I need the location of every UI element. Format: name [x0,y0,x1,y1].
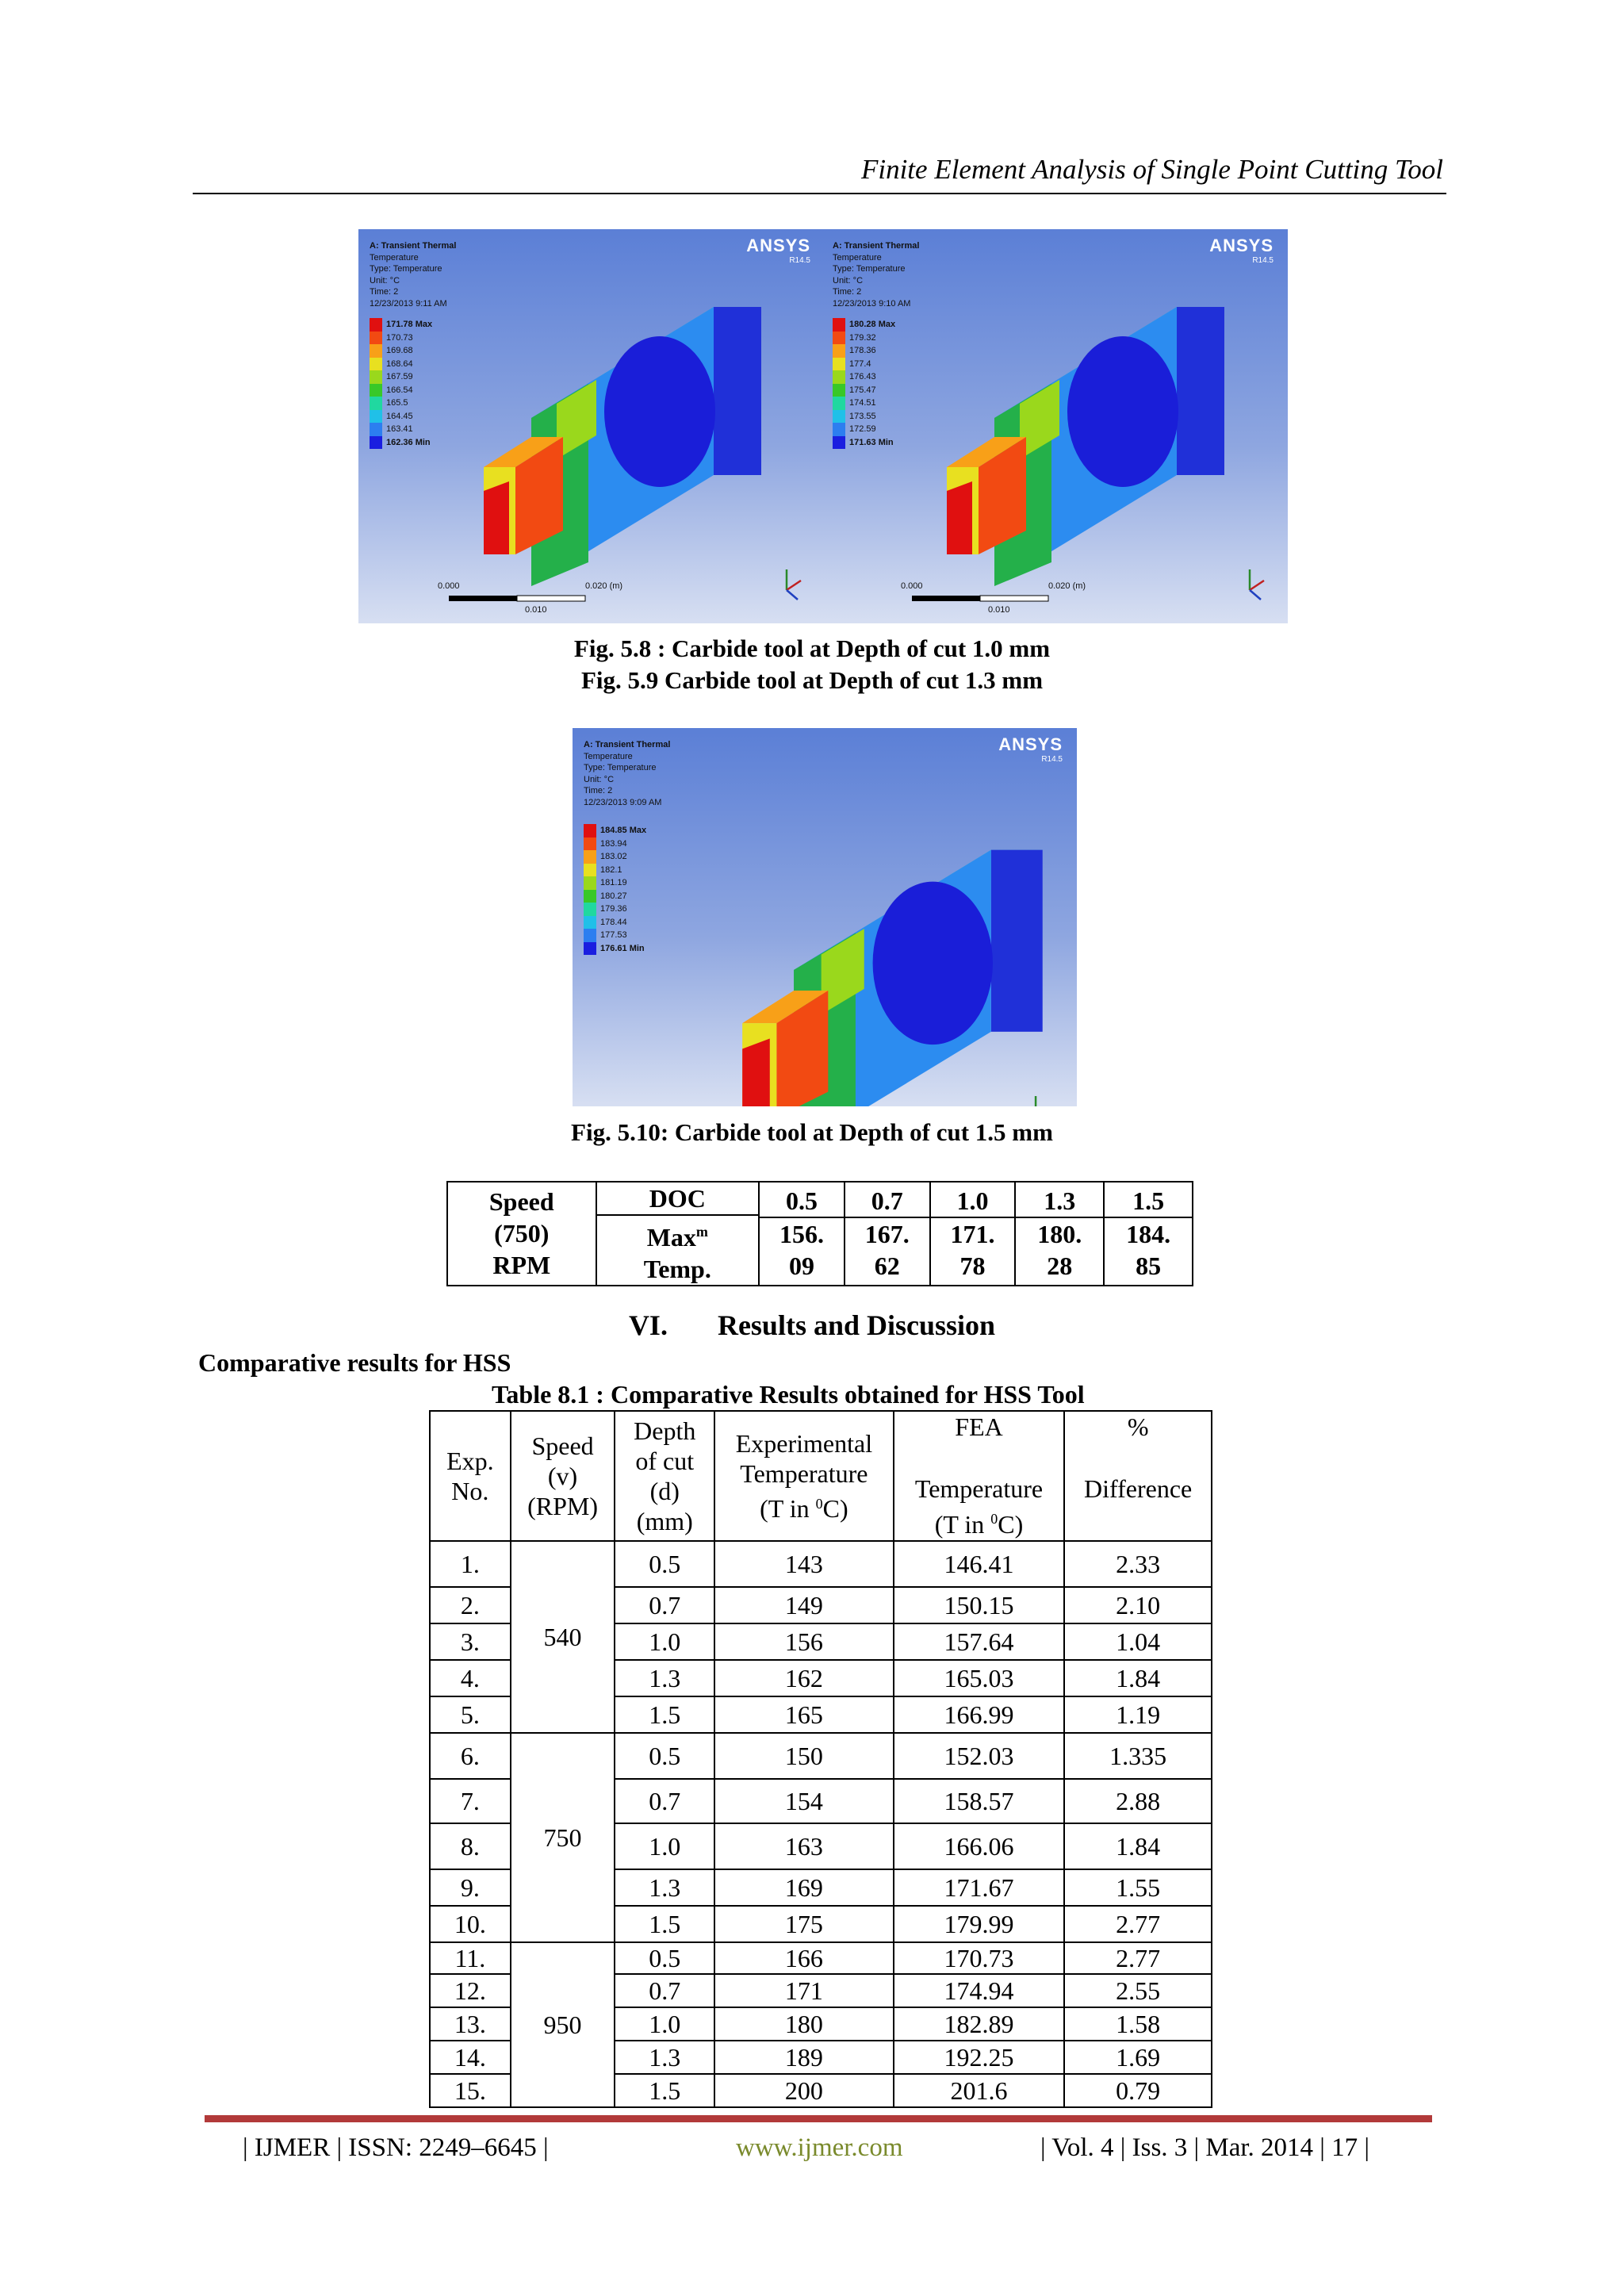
depth-cell: 0.5 [615,1541,714,1587]
difference-cell: 2.55 [1064,1974,1212,2007]
figure-quantity: Temperature [584,751,633,761]
experimental-cell: 156 [714,1623,894,1660]
experimental-cell: 150 [714,1733,894,1779]
legend-swatch [584,824,596,838]
color-legend [584,824,646,955]
legend-swatch [584,850,596,864]
col-1-3: 1.3 180. 28 [1015,1182,1104,1286]
legend-swatch [584,838,596,851]
figure-title: A: Transient Thermal [833,241,920,251]
col-1-5: 1.5 184. 85 [1104,1182,1193,1286]
caption-fig-5-9: Fig. 5.9 Carbide tool at Depth of cut 1.3 mm [580,666,1044,694]
axis-triad [1250,569,1264,600]
ansys-logo [746,236,810,265]
experimental-cell: 180 [714,2007,894,2041]
exp-no-cell: 6. [430,1733,511,1779]
footer-issue: | Vol. 4 | Iss. 3 | Mar. 2014 | 17 | [1040,2133,1370,2162]
experimental-cell: 171 [714,1974,894,2007]
legend-entry [370,397,432,410]
legend-value: 171.78 Max [386,320,433,329]
legend-entry [584,850,646,864]
exp-no-cell: 8. [430,1823,511,1869]
tip-hot-zone [484,481,509,554]
depth-cell: 1.3 [615,1869,714,1906]
depth-cell: 1.0 [615,2007,714,2041]
depth-cell: 1.3 [615,2041,714,2074]
footer-website: www.ijmer.com [736,2133,903,2162]
table-header-row [430,1411,1212,1541]
experimental-cell: 200 [714,2074,894,2107]
label-cell [596,1182,760,1286]
legend-swatch [584,890,596,903]
exp-no-cell: 12. [430,1974,511,2007]
exp-no-cell: 7. [430,1779,511,1823]
legend-swatch [370,410,382,424]
legend-entry [584,876,646,890]
depth-cell: 1.5 [615,1696,714,1733]
difference-cell: 2.77 [1064,1906,1212,1942]
fea-cell: 174.94 [894,1974,1065,2007]
fea-cell: 166.99 [894,1696,1065,1733]
brand-name: ANSYS [1209,236,1274,255]
legend-swatch [370,332,382,345]
footer-bar [205,2115,1432,2122]
legend-value: 182.1 [600,864,622,875]
legend-value: 180.27 [600,891,627,901]
legend-value: 178.36 [849,346,876,355]
legend-swatch [833,397,845,410]
legend-swatch [584,903,596,916]
caption-fig-5-8: Fig. 5.8 : Carbide tool at Depth of cut 1.0 mm [573,634,1051,662]
depth-cell: 0.7 [615,1587,714,1623]
legend-entry [370,358,432,371]
exp-no-cell: 15. [430,2074,511,2107]
axis-triad [787,569,801,600]
experimental-cell: 175 [714,1906,894,1942]
figure-type: Type: Temperature [584,763,657,772]
section-heading: VI. Results and Discussion [628,1309,996,1341]
legend-value: 170.73 [386,332,413,343]
fea-cell: 152.03 [894,1733,1065,1779]
exp-no-cell: 1. [430,1541,511,1587]
scale-label: 0.010 [988,605,1010,615]
exp-no-cell: 10. [430,1906,511,1942]
legend-value: 173.55 [849,411,876,421]
legend-value: 169.68 [386,346,413,355]
legend-swatch [370,384,382,397]
shank-end-face [991,850,1043,1032]
depth-cell: 0.7 [615,1974,714,2007]
exp-no-cell: 4. [430,1660,511,1696]
legend-entry [370,344,432,358]
difference-cell: 1.84 [1064,1660,1212,1696]
legend-swatch [370,436,382,450]
difference-cell: 2.33 [1064,1541,1212,1587]
fea-cell: 201.6 [894,2074,1065,2107]
table-caption: Table 8.1 : Comparative Results obtained for HSS Tool [492,1380,1085,1409]
brand-name: ANSYS [746,236,810,255]
header-speed: Speed (v) (RPM) [511,1411,615,1541]
legend-value: 183.02 [600,852,627,862]
exp-no-cell: 2. [430,1587,511,1623]
fea-cell: 166.06 [894,1823,1065,1869]
legend-entry [833,410,895,424]
exp-no-cell: 5. [430,1696,511,1733]
table-row [430,1541,1212,1587]
difference-cell: 0.79 [1064,2074,1212,2107]
legend-value: 176.61 Min [600,943,645,953]
figure-type: Type: Temperature [833,264,906,274]
tip-hot-zone [947,481,972,554]
legend-entry [584,916,646,930]
legend-value: 177.53 [600,930,627,941]
brand-version: R14.5 [1252,256,1274,265]
figure-unit: Unit: °C [370,275,400,286]
temp-label: Temp. [643,1254,711,1283]
experimental-cell: 166 [714,1942,894,1974]
color-legend [833,318,895,449]
legend-swatch [833,436,845,450]
figure-unit: Unit: °C [584,774,615,784]
legend-swatch [584,864,596,877]
exp-no-cell: 14. [430,2041,511,2074]
max-temp-table [446,1181,1193,1286]
legend-swatch [833,370,845,384]
fea-cell: 146.41 [894,1541,1065,1587]
legend-entry [370,410,432,424]
experimental-cell: 143 [714,1541,894,1587]
legend-value: 163.41 [386,424,413,434]
experimental-cell: 169 [714,1869,894,1906]
brand-version: R14.5 [789,256,810,265]
legend-entry [833,370,895,384]
scale-label: 0.020 (m) [1048,581,1086,591]
max-label: Max$^m$ [646,1222,708,1251]
scale-label: 0.010 [525,605,547,615]
table-row [430,1733,1212,1779]
shank-end-face [714,307,761,475]
figure-time: Time: 2 [584,786,613,795]
experimental-cell: 189 [714,2041,894,2074]
legend-swatch [370,318,382,332]
running-head: Finite Element Analysis of Single Point Cutting Tool [860,154,1443,185]
fea-figure-5-10 [573,728,1077,1106]
color-legend [370,318,432,449]
fea-cell: 157.64 [894,1623,1065,1660]
legend-swatch [584,929,596,942]
exp-no-cell: 11. [430,1942,511,1974]
fea-cell: 171.67 [894,1869,1065,1906]
scale-label: 0.000 [901,581,923,591]
footer-journal: | IJMER | ISSN: 2249–6645 | [243,2133,549,2162]
difference-cell: 1.84 [1064,1823,1212,1869]
figure-unit: Unit: °C [833,275,864,286]
experimental-cell: 162 [714,1660,894,1696]
experimental-cell: 165 [714,1696,894,1733]
figure-quantity: Temperature [833,252,882,263]
exp-no-cell: 3. [430,1623,511,1660]
legend-entry [370,423,432,436]
hss-comparison-table [429,1410,1212,2108]
depth-cell: 0.5 [615,1733,714,1779]
experimental-cell: 163 [714,1823,894,1869]
legend-swatch [370,370,382,384]
caption-fig-5-10: Fig. 5.10: Carbide tool at Depth of cut 1.5 mm [571,1118,1053,1146]
header-experimental: Experimental Temperature (T in $^0$C) [714,1411,894,1541]
legend-value: 184.85 Max [600,826,647,836]
col-1-0: 1.0 171. 78 [930,1182,1016,1286]
difference-cell: 1.335 [1064,1733,1212,1779]
legend-value: 162.36 Min [386,437,431,447]
legend-entry [584,864,646,877]
legend-swatch [370,358,382,371]
depth-cell: 0.7 [615,1779,714,1823]
exp-no-cell: 13. [430,2007,511,2041]
legend-swatch [584,916,596,930]
difference-cell: 1.55 [1064,1869,1212,1906]
legend-entry [584,942,646,956]
legend-value: 180.28 Max [849,320,896,329]
legend-entry [833,332,895,345]
col-0-7: 0.7 167. 62 [845,1182,930,1286]
doc-label: DOC [597,1182,759,1216]
ansys-logo [1209,236,1274,265]
fea-figure-5-8 [358,229,825,623]
difference-cell: 1.04 [1064,1623,1212,1660]
legend-entry [584,929,646,942]
fea-cell: 170.73 [894,1942,1065,1974]
legend-value: 179.36 [600,904,627,914]
cold-zone [1067,336,1178,487]
figure-quantity: Temperature [370,252,419,263]
legend-swatch [833,344,845,358]
experimental-cell: 154 [714,1779,894,1823]
speed-cell: 540 [511,1541,615,1733]
depth-cell: 0.5 [615,1942,714,1974]
scale-label: 0.000 [438,581,460,591]
fea-cell: 165.03 [894,1660,1065,1696]
scale-label: 0.020 (m) [585,581,623,591]
depth-cell: 1.0 [615,1823,714,1869]
legend-value: 168.64 [386,358,413,369]
shank-end-face [1177,307,1224,475]
exp-no-cell: 9. [430,1869,511,1906]
figure-header [833,240,919,309]
fea-cell: 158.57 [894,1779,1065,1823]
legend-entry [584,890,646,903]
cold-zone [604,336,715,487]
legend-value: 167.59 [386,372,413,381]
fea-figure-5-9 [822,229,1288,623]
legend-swatch [584,942,596,956]
legend-entry [833,344,895,358]
subheading: Comparative results for HSS [198,1348,511,1377]
legend-value: 183.94 [600,838,627,849]
depth-cell: 1.0 [615,1623,714,1660]
figure-header [370,240,456,309]
legend-entry [370,384,432,397]
legend-value: 171.63 Min [849,437,894,447]
legend-swatch [584,876,596,890]
legend-entry [833,423,895,436]
cold-zone [873,882,993,1045]
legend-value: 166.54 [386,385,413,395]
figure-date: 12/23/2013 9:10 AM [833,298,911,309]
fea-cell: 182.89 [894,2007,1065,2041]
col-0-5: 0.5 156. 09 [759,1182,845,1286]
header-depth: Depth of cut (d) (mm) [615,1411,714,1541]
legend-entry [584,824,646,838]
fea-cell: 192.25 [894,2041,1065,2074]
figure-time: Time: 2 [370,287,399,297]
legend-value: 176.43 [849,372,876,381]
legend-value: 174.51 [849,398,876,408]
scale-bar [912,596,980,601]
legend-entry [833,318,895,332]
legend-entry [370,318,432,332]
depth-cell: 1.5 [615,1906,714,1942]
legend-value: 172.59 [849,424,876,434]
figure-date: 12/23/2013 9:11 AM [370,298,447,309]
difference-cell: 1.69 [1064,2041,1212,2074]
legend-entry [833,384,895,397]
table-row [430,1942,1212,1974]
header-rule [193,193,1446,194]
legend-value: 181.19 [600,878,627,888]
legend-entry [584,903,646,916]
experimental-cell: 149 [714,1587,894,1623]
brand-name: ANSYS [998,734,1063,754]
speed-cell: 750 [511,1733,615,1942]
scale-bar-white [980,596,1048,601]
header-fea: FEA Temperature (T in $^0$C) [894,1411,1065,1541]
legend-swatch [833,423,845,436]
legend-swatch [833,318,845,332]
difference-cell: 1.58 [1064,2007,1212,2041]
depth-cell: 1.3 [615,1660,714,1696]
difference-cell: 2.77 [1064,1942,1212,1974]
scale-bar-white [517,596,585,601]
legend-swatch [833,384,845,397]
header-exp-no: Exp. No. [430,1411,511,1541]
legend-entry [370,436,432,450]
legend-swatch [833,332,845,345]
legend-entry [833,397,895,410]
legend-entry [833,358,895,371]
figure-date: 12/23/2013 9:09 AM [584,797,662,807]
tip-hot-zone [742,1039,770,1106]
brand-version: R14.5 [1041,755,1063,764]
header-difference: % Difference [1064,1411,1212,1541]
axis-triad [1036,1096,1051,1106]
ansys-logo [998,734,1063,764]
legend-entry [370,370,432,384]
legend-swatch [833,358,845,371]
difference-cell: 1.19 [1064,1696,1212,1733]
legend-swatch [370,344,382,358]
legend-value: 177.4 [849,358,871,369]
scale-bar [449,596,517,601]
difference-cell: 2.88 [1064,1779,1212,1823]
legend-entry [370,332,432,345]
legend-entry [833,436,895,450]
figure-header [584,739,670,808]
legend-swatch [370,423,382,436]
legend-value: 178.44 [600,917,627,927]
fea-cell: 179.99 [894,1906,1065,1942]
legend-entry [584,838,646,851]
fea-cell: 150.15 [894,1587,1065,1623]
legend-swatch [370,397,382,410]
speed-cell: 950 [511,1942,615,2107]
legend-value: 164.45 [386,411,413,421]
legend-swatch [833,410,845,424]
legend-value: 179.32 [849,332,876,343]
figure-type: Type: Temperature [370,264,442,274]
legend-value: 175.47 [849,385,876,395]
figure-title: A: Transient Thermal [370,241,457,251]
difference-cell: 2.10 [1064,1587,1212,1623]
depth-cell: 1.5 [615,2074,714,2107]
figure-time: Time: 2 [833,287,862,297]
legend-value: 165.5 [386,398,408,408]
figure-title: A: Transient Thermal [584,740,671,749]
speed-cell: Speed (750) RPM [447,1182,596,1286]
